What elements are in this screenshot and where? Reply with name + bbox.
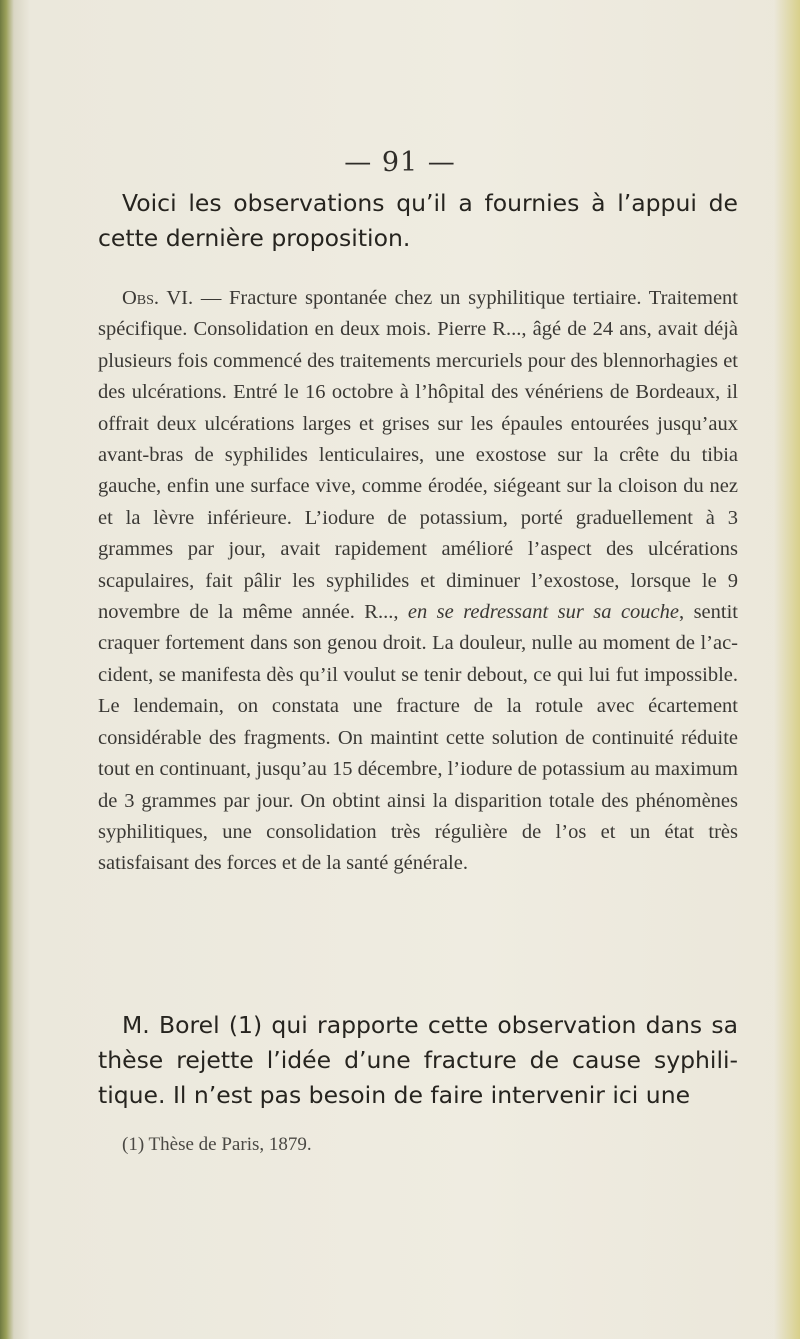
intro-paragraph: Voici les observations qu’il a fournies à l’appui de cette dernière proposition.: [98, 189, 738, 252]
observation-paragraph: [98, 283, 738, 880]
observation-text-1: — Fracture spontanée chez un syphilitique tertiaire. Traitement spécifique. Consolidation en deux mois. Pierre R..., âgé de 24 ans, avait déjà plusieurs fois commencé des traitements mercuriels pour des blennorhagies et des ulcérations. Entré le 16 octobre à l’hôpital des vénériens de Bordeaux, il offrait deux ulcérations larges et grises sur les épaules entourées jusqu’aux avant-bras de syphilides lenticulaires, une exostose sur la crête du tibia gauche, enfin une surface vive, comme érodée, siégeant sur la cloison du nez et la lèvre inférieure. L’iodure de potassium, porté graduellement à 3 grammes par jour, avait rapidement amélioré l’aspect des ulcérations scapulaires, fait pâlir les syphilides et diminuer l’exostose, lorsque le 9 novembre de la même année. R...,: [98, 287, 738, 624]
observation-text-2: , sentit craquer fortement dans son genou droit. La douleur, nulle au moment de l’accident, se manifesta dès qu’il voulut se tenir debout, ce qui lui fut impossible. Le lendemain, on constata une fracture de la rotule avec écartement considérable des fragments. On maintint cette solution de continuité réduite tout en continuant, jusqu’au 15 décembre, l’iodure de potassium au maximum de 3 grammes par jour. On obtint ainsi la disparition totale des phénomènes syphilitiques, une consolidation très régulière de l’os et un état très satisfaisant des forces et de la santé générale.: [98, 601, 738, 875]
observation-label: Obs. VI.: [122, 287, 194, 309]
observation-italic-phrase: en se redressant sur sa couche: [407, 601, 680, 624]
borel-paragraph: M. Borel (1) qui rapporte cette observation dans sa thèse rejette l’idée d’une fracture de cause syphilitique. Il n’est pas besoin de faire intervenir ici une: [98, 1011, 738, 1109]
footnote: (1) Thèse de Paris, 1879.: [122, 1134, 312, 1155]
page-edge-shadow: [774, 0, 800, 1339]
page-number: — 91 —: [344, 147, 456, 178]
